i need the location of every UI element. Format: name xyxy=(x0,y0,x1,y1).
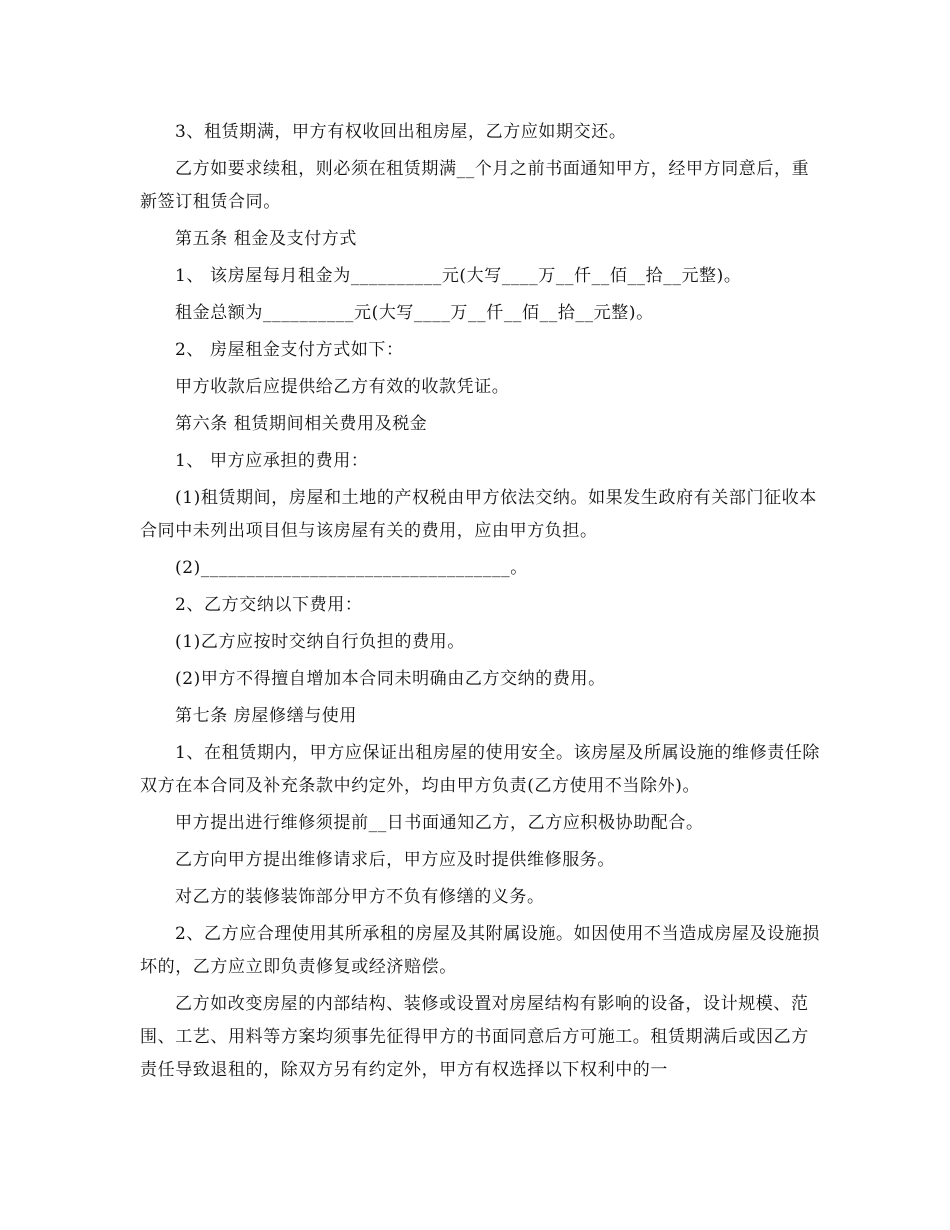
paragraph-landlord-costs: 1、 甲方应承担的费用： xyxy=(175,451,369,471)
paragraph-monthly-rent: 1、 该房屋每月租金为__________元(大写____万__仟__佰__拾__元整)。 xyxy=(175,266,742,286)
paragraph-blank-item: (2)__________________________________。 xyxy=(175,558,528,578)
paragraph-maintenance-request: 乙方向甲方提出维修请求后，甲方应及时提供维修服务。 xyxy=(175,850,615,870)
paragraph-renewal: 乙方如要求续租，则必须在租赁期满__个月之前书面通知甲方，经甲方同意后，重新签订租赁合同。 xyxy=(140,159,810,212)
document-body xyxy=(140,116,820,1091)
paragraph-tenant-cost-2: (2)甲方不得擅自增加本合同未明确由乙方交纳的费用。 xyxy=(175,669,606,689)
paragraph-decoration: 对乙方的装修装饰部分甲方不负有修缮的义务。 xyxy=(175,887,545,907)
paragraph-clause-4-3: 3、租赁期满，甲方有权收回出租房屋，乙方应如期交还。 xyxy=(175,122,627,142)
heading-article-7: 第七条 房屋修缮与使用 xyxy=(175,706,358,726)
paragraph-property-tax: (1)租赁期间，房屋和土地的产权税由甲方依法交纳。如果发生政府有关部门征收本合同中未列出项目但与该房屋有关的费用，应由甲方负担。 xyxy=(140,488,817,541)
paragraph-tenant-cost-1: (1)乙方应按时交纳自行负担的费用。 xyxy=(175,632,465,652)
paragraph-alterations: 乙方如改变房屋的内部结构、装修或设置对房屋结构有影响的设备，设计规模、范围、工艺、用料等方案均须事先征得甲方的书面同意后方可施工。租赁期满后或因乙方责任导致退租的，除双方另有约定外，甲方有权选择以下权利中的一 xyxy=(140,994,809,1080)
paragraph-proper-use: 2、乙方应合理使用其所承租的房屋及其附属设施。如因使用不当造成房屋及设施损坏的，乙方应立即负责修复或经济赔偿。 xyxy=(140,924,821,977)
paragraph-maintenance-duty: 1、在租赁期内，甲方应保证出租房屋的使用安全。该房屋及所属设施的维修责任除双方在本合同及补充条款中约定外，均由甲方负责(乙方使用不当除外)。 xyxy=(140,743,821,796)
paragraph-maintenance-notice: 甲方提出进行维修须提前__日书面通知乙方，乙方应积极协助配合。 xyxy=(175,813,704,833)
paragraph-receipt: 甲方收款后应提供给乙方有效的收款凭证。 xyxy=(175,377,510,397)
heading-article-6: 第六条 租赁期间相关费用及税金 xyxy=(175,414,428,434)
paragraph-payment-method: 2、 房屋租金支付方式如下： xyxy=(175,340,404,360)
paragraph-total-rent: 租金总额为__________元(大写____万__仟__佰__拾__元整)。 xyxy=(175,303,654,323)
paragraph-tenant-costs: 2、乙方交纳以下费用： xyxy=(175,595,363,615)
heading-article-5: 第五条 租金及支付方式 xyxy=(175,229,358,249)
